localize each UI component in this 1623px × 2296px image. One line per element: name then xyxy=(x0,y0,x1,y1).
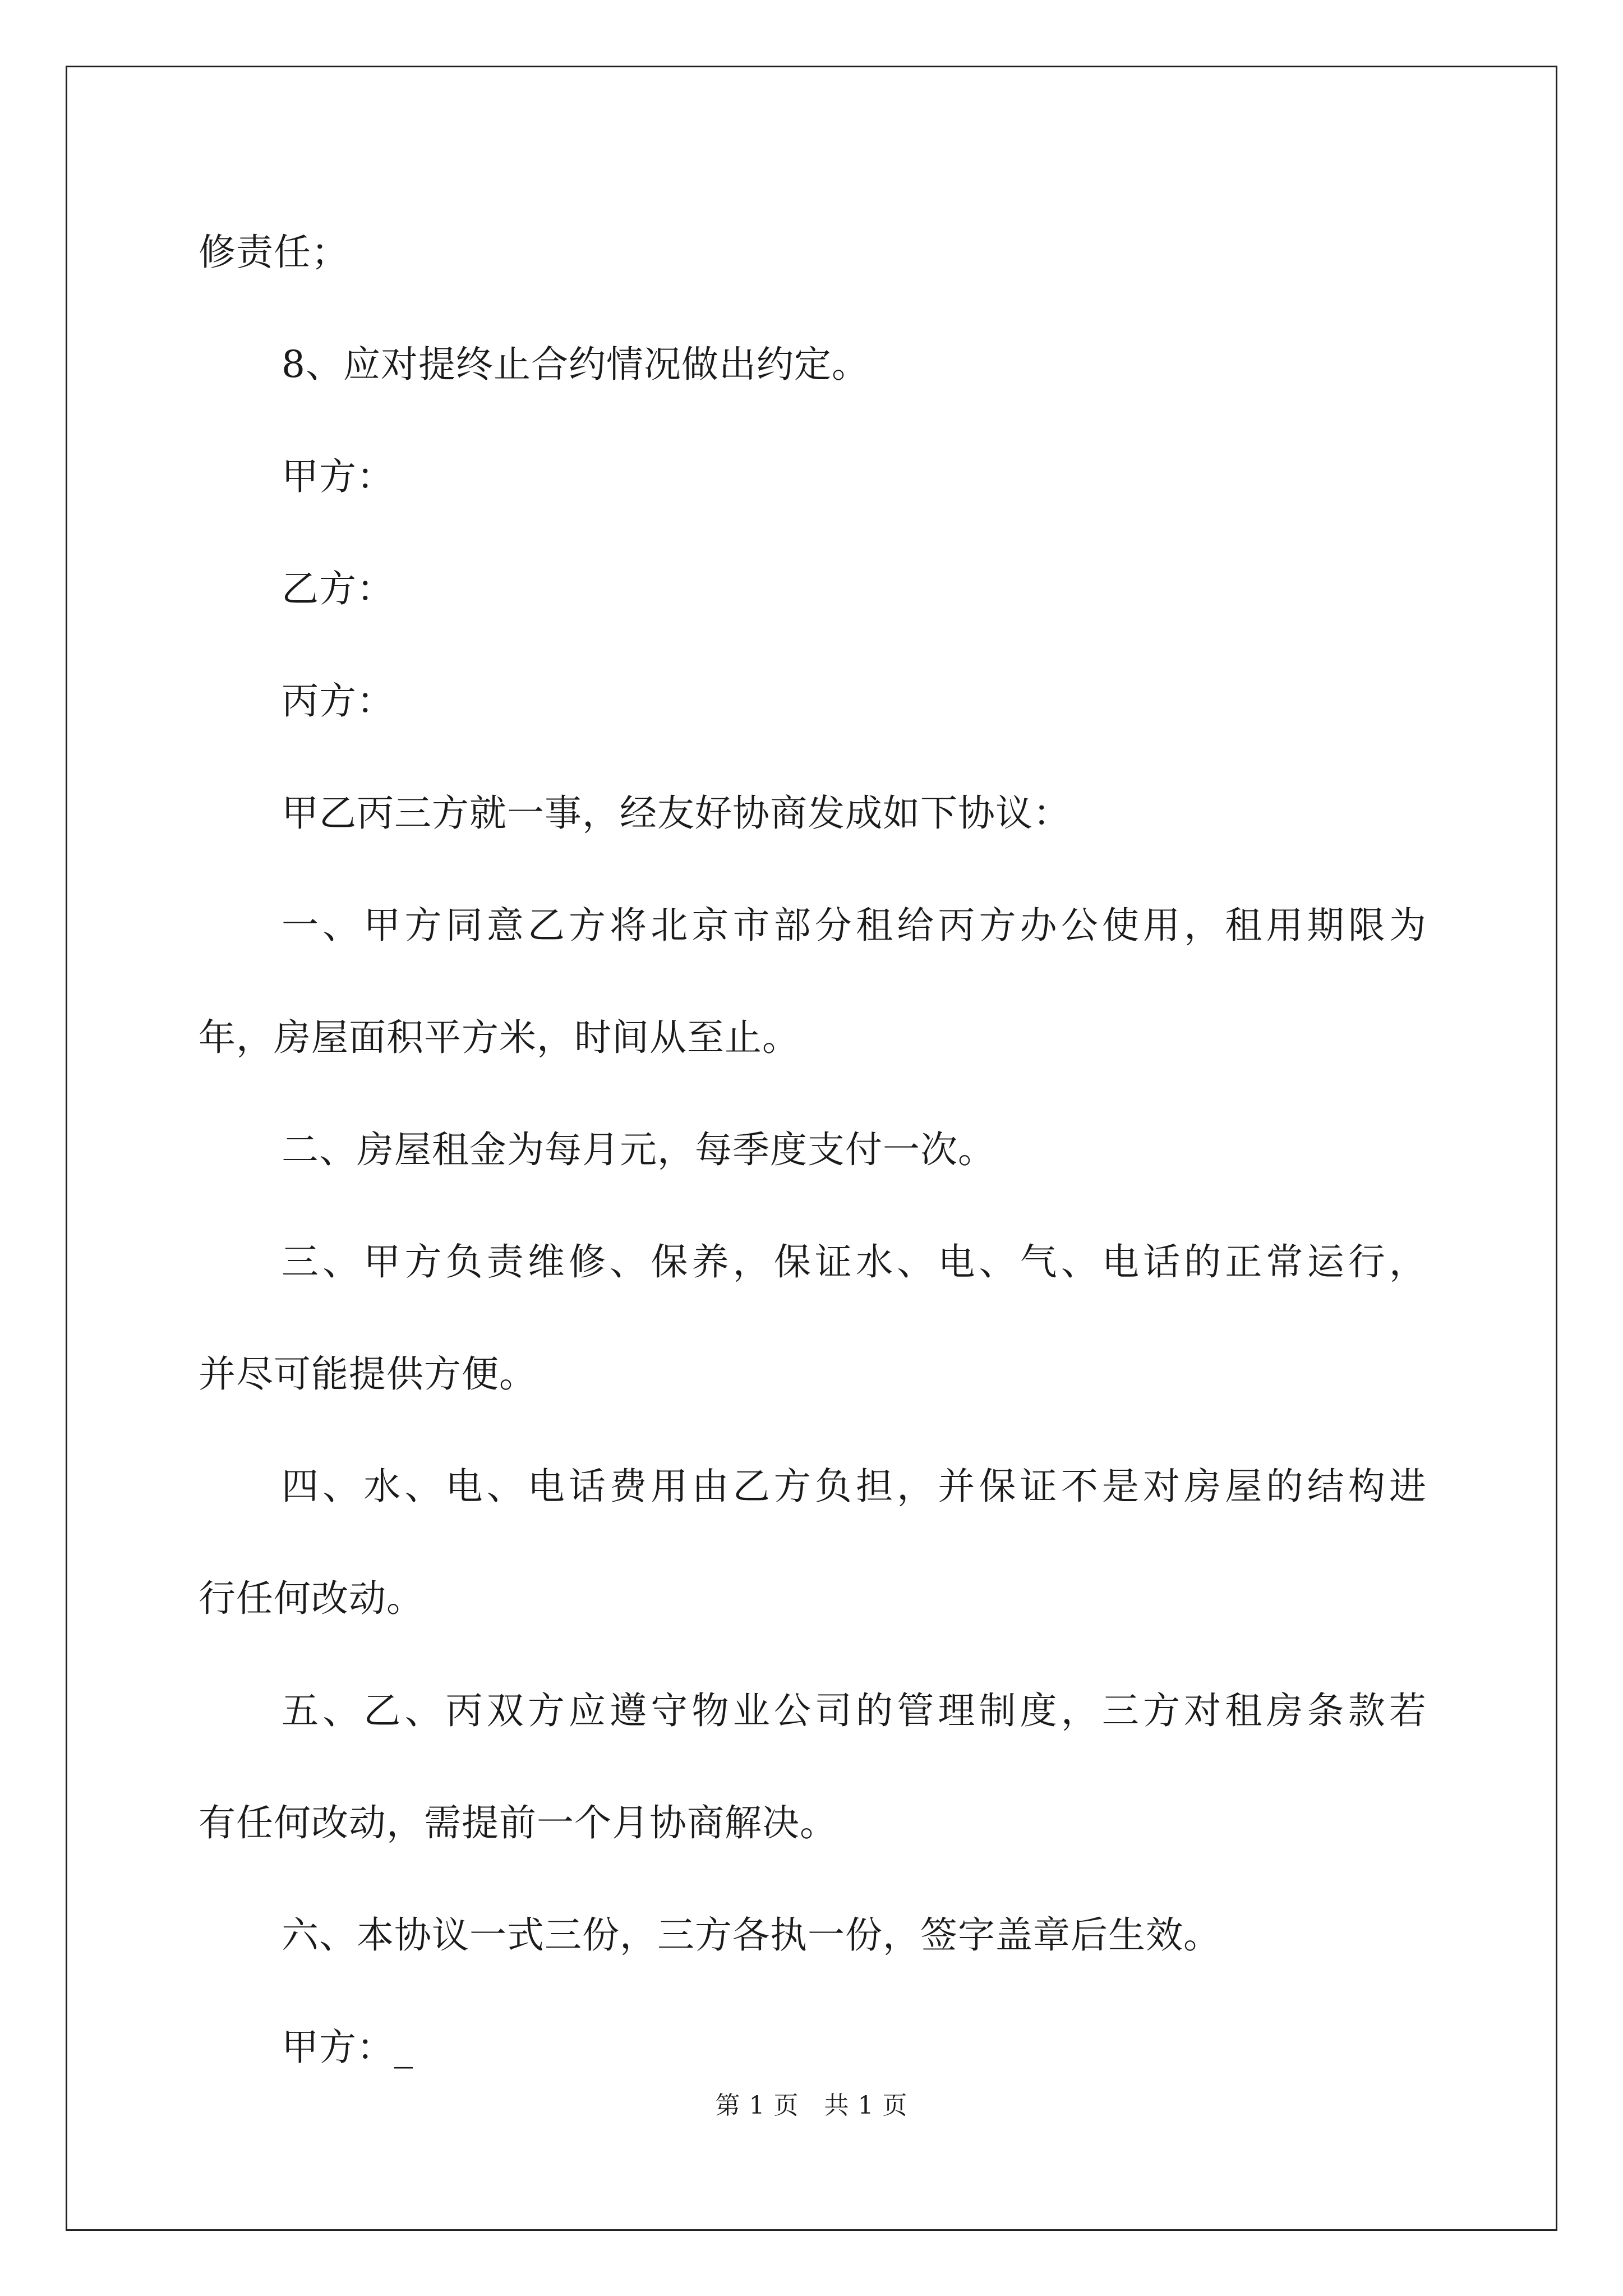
paragraph-line: 六、本协议一式三份，三方各执一份，签字盖章后生效。 xyxy=(282,1913,1221,1957)
paragraph-line: 并尽可能提供方便。 xyxy=(199,1352,537,1396)
signature-line-party-a: 甲方：_ xyxy=(282,2026,413,2069)
paragraph-line: 8、应对提终止合约情况做出约定。 xyxy=(282,343,869,386)
paragraph-line: 修责任； xyxy=(199,231,349,274)
party-c-label: 丙方： xyxy=(282,679,394,723)
paragraph-line: 年，房屋面积平方米，时间从至止。 xyxy=(199,1016,800,1059)
paragraph-line: 甲乙丙三方就一事，经友好协商发成如下协议： xyxy=(282,792,1071,835)
paragraph-line: 有任何改动，需提前一个月协商解决。 xyxy=(199,1801,837,1844)
paragraph-line: 五、乙、丙双方应遵守物业公司的管理制度，三方对租房条款若 xyxy=(282,1689,1427,1732)
party-b-label: 乙方： xyxy=(282,567,394,610)
party-a-label: 甲方： xyxy=(282,455,394,498)
page-number-footer: 第 1 页 共 1 页 xyxy=(715,2091,908,2120)
paragraph-line: 一、甲方同意乙方将北京市部分租给丙方办公使用，租用期限为 xyxy=(282,904,1427,947)
paragraph-line: 二、房屋租金为每月元，每季度支付一次。 xyxy=(282,1128,995,1171)
paragraph-line: 四、水、电、电话费用由乙方负担，并保证不是对房屋的结构进 xyxy=(282,1465,1427,1508)
paragraph-line: 行任何改动。 xyxy=(199,1577,424,1620)
paragraph-line: 三、甲方负责维修、保养，保证水、电、气、电话的正常运行， xyxy=(282,1240,1427,1283)
